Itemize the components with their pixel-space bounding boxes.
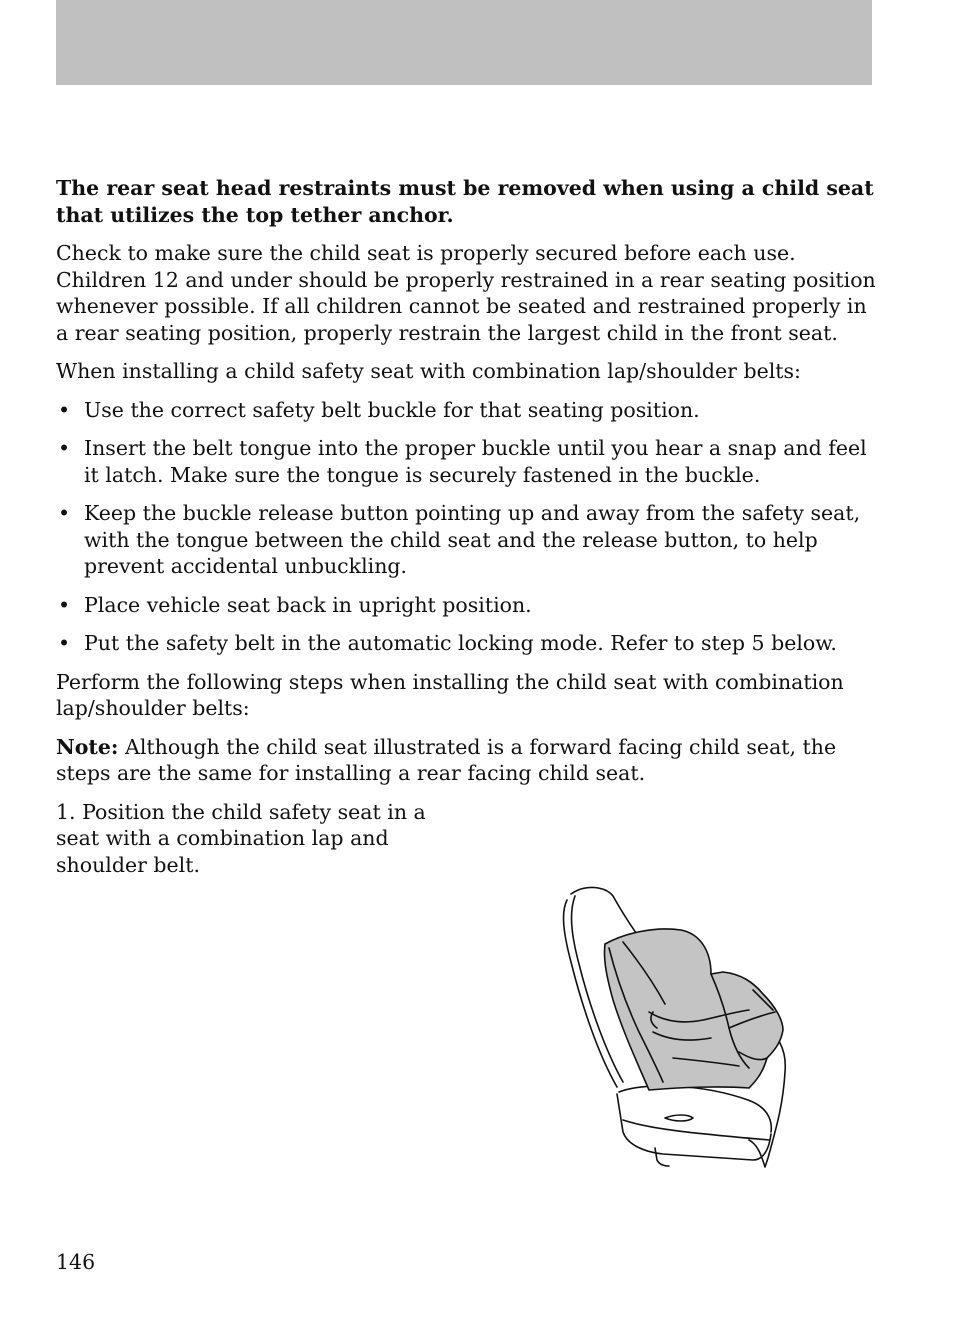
bullet-icon: • [58, 501, 71, 525]
child-seat-illustration [553, 882, 793, 1172]
note-label: Note: [56, 734, 119, 759]
bullet-icon: • [58, 592, 71, 617]
list-item: • Keep the buckle release button pointing up and away from the safety seat, with the tongue between the child seat and the release button, to help prevent accidental unbuckling. [58, 501, 861, 578]
bullet-icon: • [58, 436, 71, 460]
list-item: • Put the safety belt in the automatic locking mode. Refer to step 5 below. [58, 631, 837, 655]
header-bar [56, 0, 872, 85]
list-item: • Insert the belt tongue into the proper buckle until you hear a snap and feel it latch. Make sure the tongue is securely fastened in the buckle. [58, 436, 867, 487]
paragraph-perform-steps: Perform the following steps when installing the child seat with combination lap/shoulder belts: [56, 669, 844, 720]
bullet-icon: • [58, 397, 71, 422]
bullet-icon: • [58, 631, 71, 655]
note-text: Although the child seat illustrated is a forward facing child seat, the steps are the same for installing a rear facing child seat. [56, 734, 837, 785]
page-content [56, 175, 876, 890]
warning-text: The rear seat head restraints must be removed when using a child seat that utilizes the top tether anchor. [56, 176, 874, 227]
step-1-text: 1. Position the child safety seat in a seat with a combination lap and shoulder belt. [56, 799, 426, 877]
list-item: • Place vehicle seat back in upright position. [58, 592, 532, 617]
note-paragraph [56, 734, 876, 787]
page-number: 146 [56, 1250, 96, 1274]
bullet-list [56, 397, 876, 657]
paragraph-when-installing: When installing a child safety seat with combination lap/shoulder belts: [56, 359, 801, 383]
list-item: • Use the correct safety belt buckle for that seating position. [58, 397, 700, 422]
paragraph-check: Check to make sure the child seat is properly secured before each use. Children 12 and under should be properly restrained in a rear seating position whenever possible. If all children cannot be seated and restrained properly in a rear seating position, properly restrain the largest child in the front seat. [56, 241, 876, 345]
